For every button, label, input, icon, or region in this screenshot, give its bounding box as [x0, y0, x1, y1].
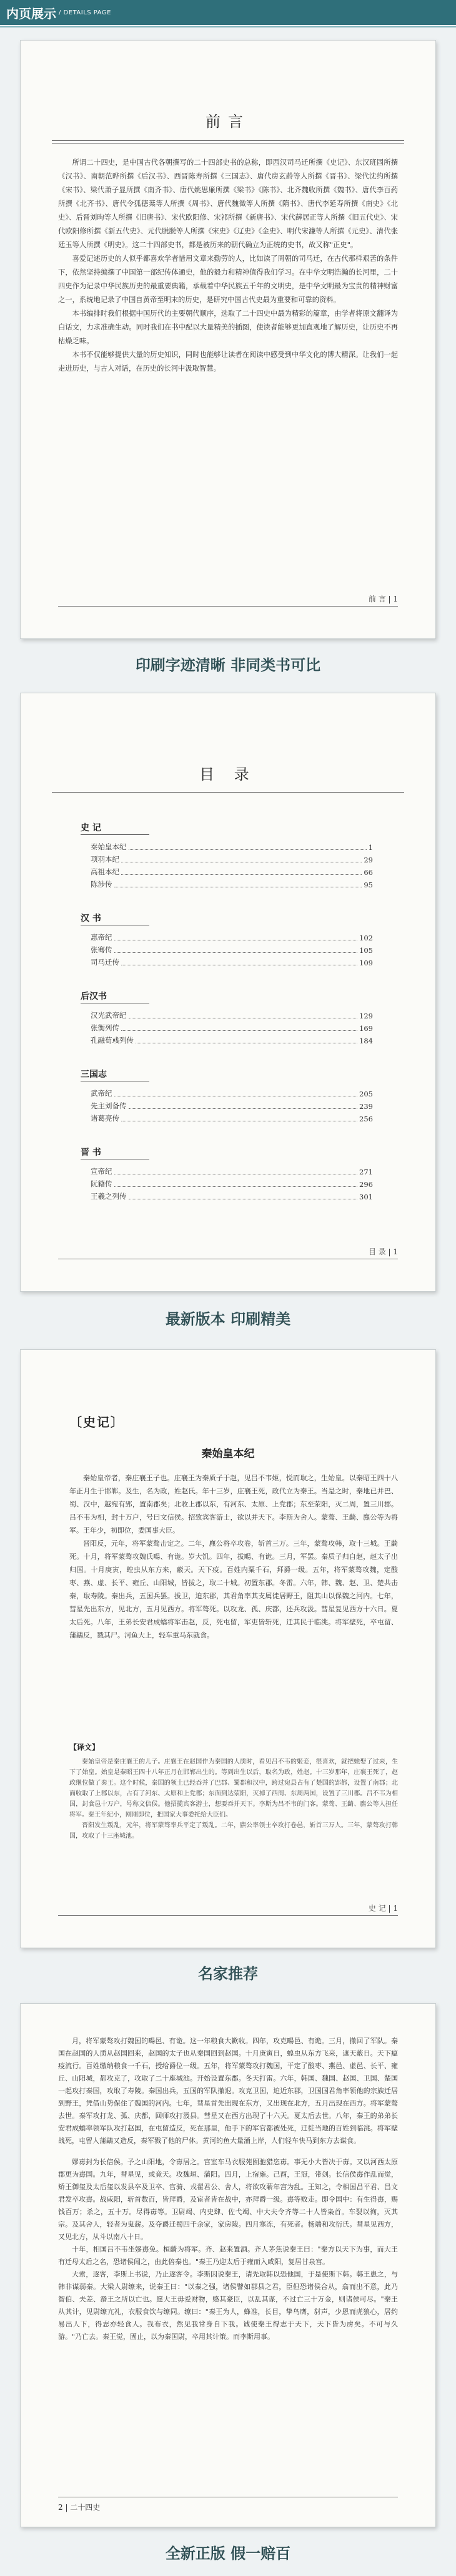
toc-entry-page: 239	[359, 1102, 373, 1111]
toc-section-title: 后汉书	[81, 992, 107, 1002]
toc-section-title: 汉 书	[81, 914, 101, 924]
banner-subtitle: / DETAILS PAGE	[59, 9, 111, 16]
translation-body	[69, 1757, 398, 1842]
chapter-paragraph: 晋阳反，元年，将军蒙骜击定之。二年，麃公将卒攻卷，斩首三万。三年，蒙骜攻韩，取十三城。王齮死。十月，将军蒙骜攻魏氏畼、有诡。岁大饥。四年，拔畼、有诡。三月，军罢。秦质子归自赵，赵太子出归国。十月庚寅，蝗虫从东方来，蔽天。天下疫。百姓内粟千石，拜爵一级。五年，将军蒙骜攻魏，定酸枣、燕、虚、长平、雍丘、山阳城，皆拔之，取二十城。初置东郡。冬雷。六年，韩、魏、赵、卫、楚共击秦，取寿陵。秦出兵，五国兵罢。拔卫，迫东郡，其君角率其支属徙居野王，阻其山以保魏之河内。七年，彗星先出东方，见北方，五月见西方。将军骜死。以攻龙、孤、庆都，还兵攻汲。彗星复见西方十六日。夏太后死。八年，王弟长安君成蟜将军击赵，反，死屯留，军吏皆斩死，迁其民于临洮。将军壁死，卒屯留、蒲鶮反，戮其尸。河鱼大上，轻车重马东就食。	[69, 1539, 398, 1639]
toc-entry-name: 高祖本纪	[91, 867, 119, 876]
toc-footer: 目 录 | 1	[368, 1247, 398, 1256]
toc-entry-page: 29	[364, 856, 373, 864]
toc-entry[interactable]	[91, 868, 373, 877]
preface-paragraph: 本书编排时我们根据中国历代的主要朝代顺序，选取了二十四史中最为精彩的篇章，由学者将原文翻译为白话文，力求准确生动。同时我们在书中配以大量精美的插图，使读者能够更加直观地了解历史，让历史不再枯燥乏味。	[58, 310, 398, 345]
toc-leader	[114, 1186, 358, 1187]
toc-entry[interactable]	[91, 856, 373, 864]
toc-entry[interactable]	[91, 1037, 373, 1045]
toc-entry[interactable]	[91, 1102, 373, 1111]
toc-entry[interactable]	[91, 946, 373, 955]
toc-entry-page: 66	[364, 868, 373, 877]
caption-recommended: 名家推荐	[198, 1965, 258, 1983]
toc-entry-name: 宣帝纪	[91, 1167, 112, 1176]
chapter-page	[20, 1349, 436, 1948]
toc-leader	[129, 849, 367, 850]
caption-genuine: 全新正版 假一赔百	[165, 2545, 291, 2562]
top-banner	[0, 0, 456, 25]
content-paragraph: 大索，逐客，李斯上书说，乃止逐客令。李斯因说秦王，请先取韩以恐他国，于是使斯下韩。韩王患之，与韩非谋弱秦。大梁人尉缭来，说秦王曰："以秦之强，诸侯譬如郡县之君，臣但恐诸侯合从，翕而出不意，此乃智伯、夫差、湣王之所以亡也。愿大王毋爱财物，赂其豪臣，以乱其谋，不过亡三十万金，则诸侯可尽。"秦王从其计，见尉缭亢礼，衣服食饮与缭同。缭曰："秦王为人，蜂准，长目，挚鸟膺，豺声，少恩而虎狼心，居约易出人下，得志亦轻食人。我布衣，然见我常身自下我。诚使秦王得志于天下，天下皆为虏矣。不可与久游。"乃亡去。秦王觉，固止，以为秦国尉，卒用其计策。而李斯用事。	[58, 2270, 398, 2341]
toc-entry-name: 武帝纪	[91, 1089, 112, 1098]
chapter-footer: 史 记 | 1	[368, 1904, 398, 1913]
toc-entry[interactable]	[91, 1168, 373, 1176]
toc-entry-page: 105	[359, 946, 373, 955]
toc-entry-page: 1	[368, 843, 373, 852]
preface-paragraph: 喜爱记述历史的人似乎都喜欢学者惜用文章来勤劳的人，比如读了周朝的司马迁，在古代那样艰苦的条件下，依然坚持编撰了中国第一部纪传体通史，他的毅力和精神值得我们学习。在中华文明浩瀚的长河里，二十四史作为记录中华民族历史的最重要典籍，承载着中华民族五千年的文明史，是中华文明最为宝贵的精神财富之一，系统地记录了中国自黄帝至明末的历史，是研究中国古代史最为重要和可靠的资料。	[58, 255, 398, 304]
toc-entry[interactable]	[91, 1090, 373, 1098]
toc-leader	[121, 874, 362, 875]
toc-leader	[129, 1108, 358, 1109]
translation-paragraph: 晋阳发生叛乱，元年，将军蒙骜率兵平定了叛乱。二年，麃公率领士卒攻打卷邑，斩首三万人。三年，蒙骜攻打韩国，攻取了十三座城池。	[69, 1822, 398, 1840]
translation-tag: 【译文】	[69, 1743, 100, 1752]
preface-title: 前言	[206, 113, 250, 130]
toc-entry-page: 95	[364, 881, 373, 889]
preface-page	[20, 40, 436, 639]
preface-paragraph: 本书不仅能够提供大量的历史知识，同时也能够让读者在阅读中感受到中华文化的博大精深。让我们一起走进历史，与古人对话，在历史的长河中汲取智慧。	[58, 351, 398, 373]
toc-entry-page: 256	[359, 1115, 373, 1123]
chapter-source-tag: 〔史记〕	[69, 1415, 124, 1430]
toc-entry-name: 司马迁传	[91, 958, 119, 967]
preface-title-rule	[52, 140, 404, 141]
toc-entry-page: 205	[359, 1090, 373, 1098]
toc-entry-name: 阮籍传	[91, 1179, 112, 1188]
preface-paragraph: 所谓二十四史，是中国古代各朝撰写的二十四部史书的总称，即西汉司马迁所撰《史记》、东汉班固所撰《汉书》、南朝范晔所撰《后汉书》、西晋陈寿所撰《三国志》、唐代房玄龄等人所撰《晋书》、梁代沈约所撰《宋书》、梁代萧子显所撰《南齐书》、唐代姚思廉所撰《梁书》《陈书》、北齐魏收所撰《魏书》、唐代李百药所撰《北齐书》、唐代令狐德棻等人所撰《周书》、唐代魏徵等人所撰《隋书》、唐代李延寿所撰《南史》《北史》、后晋刘昫等人所撰《旧唐书》、宋代欧阳修、宋祁所撰《新唐书》、宋代薛居正等人所撰《旧五代史》、宋代欧阳修所撰《新五代史》、元代脱脱等人所撰《宋史》《辽史》《金史》、明代宋濂等人所撰《元史》、清代张廷玉等人所撰《明史》。这二十四部史书，都是被历来的朝代确立为正统的史书，故又称"正史"。	[58, 159, 398, 249]
toc-entry-name: 张骞传	[91, 945, 112, 954]
toc-entry[interactable]	[91, 1012, 373, 1020]
toc-entry-name: 陈涉传	[91, 880, 112, 889]
toc-entry-name: 孔融荀彧列传	[91, 1036, 134, 1045]
toc-section-title: 史 记	[81, 823, 101, 833]
toc-section-title: 三国志	[81, 1070, 107, 1080]
content-page	[20, 2003, 436, 2527]
toc-entry[interactable]	[91, 959, 373, 967]
toc-entry-name: 诸葛亮传	[91, 1114, 119, 1123]
chapter-footer-rule	[58, 1915, 398, 1916]
toc-leader	[114, 952, 358, 953]
chapter-paragraph: 秦始皇帝者，秦庄襄王子也。庄襄王为秦质子于赵，见吕不韦姬，悦而取之，生始皇。以秦昭王四十八年正月生于邯郸。及生，名为政，姓赵氏。年十三岁，庄襄王死，政代立为秦王。当是之时，秦地已并巴、蜀、汉中，越宛有郢，置南郡矣；北收上郡以东，有河东、太原、上党郡；东至荥阳，灭二周，置三川郡。吕不韦为相，封十万户，号曰文信侯。招致宾客游士，欲以并天下。李斯为舍人。蒙骜、王齮、麃公等为将军。王年少，初即位，委国事大臣。	[69, 1474, 398, 1534]
toc-entry[interactable]	[91, 1024, 373, 1033]
content-body	[58, 2035, 398, 2343]
toc-entry-page: 296	[359, 1180, 373, 1189]
toc-entry-name: 项羽本纪	[91, 855, 119, 864]
toc-entry-page: 301	[359, 1193, 373, 1201]
toc-section-title: 晋 书	[81, 1148, 101, 1158]
toc-title: 目 录	[199, 766, 257, 783]
toc-entry[interactable]	[91, 1115, 373, 1123]
translation-paragraph: 秦始皇帝是秦庄襄王的儿子。庄襄王在赵国作为秦国的人质时，看见吕不韦的姬妾，很喜欢，就把她娶了过来，生下了始皇。始皇是秦昭王四十八年正月在邯郸出生的。等到出生以后，取名为政，姓赵。十三岁那年，庄襄王死了，赵政继位做了秦王。这个时候，秦国的领土已经吞并了巴郡、蜀郡和汉中，跨过宛县占有了楚国的郢都，设置了南郡；北面收取了上郡以东，占有了河东、太原和上党郡；东面到达荥阳，灭掉了西周、东周两国，设置了三川郡。吕不韦为相国，封食邑十万户，号称文信侯。他招揽宾客游士，想要吞并天下。李斯为吕不韦的门客。蒙骜、王齮、麃公等人担任将军。秦王年纪小，刚刚即位，把国家大事委托给大臣们。	[69, 1759, 398, 1818]
content-paragraph: 嫪毐封为长信侯。予之山阳地，令毐居之。宫室车马衣服苑囿驰猎恣毐。事无小大皆决于毐。又以河西太原郡更为毐国。九年，彗星见，或竟天。攻魏垣、蒲阳。四月，上宿雍。己酉，王冠，带剑。长信侯毐作乱而觉，矫王御玺及太后玺以发县卒及卫卒、官骑、戎翟君公、舍人，将欲攻蕲年宫为乱。王知之，令相国昌平君、昌文君发卒攻毐。战咸阳，斩首数百，皆拜爵，及宦者皆在战中，亦拜爵一级。毐等败走。即令国中：有生得毐，赐钱百万；杀之，五十万。尽得毐等。卫尉竭、内史肆、佐弋竭、中大夫令齐等二十人皆枭首。车裂以徇，灭其宗。及其舍人，轻者为鬼薪。及夺爵迁蜀四千余家，家房陵。四月寒冻，有死者。杨端和攻衍氏。彗星见西方，又见北方，从斗以南八十日。	[58, 2158, 398, 2241]
toc-entry-name: 惠帝纪	[91, 933, 112, 942]
toc-entry[interactable]	[91, 1193, 373, 1201]
toc-entry[interactable]	[91, 881, 373, 889]
preface-body	[58, 156, 398, 376]
content-footer: 2 | 二十四史	[58, 2503, 101, 2512]
caption-latest-edition: 最新版本 印刷精美	[165, 1310, 291, 1328]
toc-entry-name: 汉光武帝纪	[91, 1011, 127, 1020]
toc-page	[20, 693, 436, 1292]
toc-section-rule	[81, 834, 149, 835]
toc-entry[interactable]	[91, 934, 373, 942]
toc-entry-page: 109	[359, 959, 373, 967]
toc-title-rule	[52, 792, 404, 793]
toc-entry[interactable]	[91, 1180, 373, 1189]
toc-entry-page: 169	[359, 1024, 373, 1033]
content-paragraph: 十年，相国吕不韦坐嫪毐免。桓齮为将军。齐、赵来置酒。齐人茅焦说秦王曰："秦方以天下为事，而大王有迁母太后之名，恐诸侯闻之，由此倍秦也。"秦王乃迎太后于雍而入咸阳，复居甘泉宫。	[58, 2245, 398, 2266]
toc-leader	[121, 1030, 357, 1031]
toc-entry-name: 王羲之列传	[91, 1192, 127, 1201]
chapter-title: 秦始皇本纪	[201, 1448, 255, 1460]
preface-title-rule-thin	[52, 143, 404, 144]
toc-entry[interactable]	[91, 843, 373, 852]
toc-entry-page: 102	[359, 934, 373, 942]
toc-entry-page: 129	[359, 1012, 373, 1020]
toc-entry-name: 秦始皇本纪	[91, 842, 127, 851]
toc-entry-page: 271	[359, 1168, 373, 1176]
chapter-body	[69, 1471, 398, 1642]
content-paragraph: 月，将军蒙骜攻打魏国的畼邑、有诡。这一年粮食大歉收。四年，攻克畼邑、有诡。三月，撤回了军队。秦国在赵国的人质从赵国回来，赵国的太子也从秦国回到赵国。十月庚寅日，蝗虫从东方飞来，遮天蔽日。天下瘟疫流行。百姓缴纳粮食一千石，授给爵位一级。五年，将军蒙骜攻打魏国，平定了酸枣、燕邑、虚邑、长平、雍丘、山阳城，都攻克了，攻取了二十座城池。开始设置东郡。冬天打雷。六年，韩国、魏国、赵国、卫国、楚国一起攻打秦国，攻取了寿陵。秦国出兵，五国的军队撤退。攻克卫国，迫近东郡，卫国国君角率领他的宗族迁居到野王，凭借山势保住了魏国的河内。七年，彗星首先出现在东方，又出现在北方，五月出现在西方。将军蒙骜去世。秦军攻打龙、孤、庆都，回师攻打汲县。彗星又在西方出现了十六天。夏太后去世。八年，秦王的弟弟长安君成蟜率领军队攻打赵国，在屯留造反，死在那里，他手下的军官都被处死，迁徙当地的百姓到临洮。将军壁战死，屯留人蒲鶮又造反，秦军戮了他的尸体。黄河的鱼大量涌上岸，人们轻车快马到东方去谋食。	[58, 2037, 398, 2145]
preface-footer: 前 言 | 1	[368, 595, 398, 603]
preface-footer-rule	[58, 606, 398, 607]
toc-entry-name: 张衡列传	[91, 1023, 119, 1032]
caption-print-quality: 印刷字迹清晰 非同类书可比	[135, 656, 321, 674]
toc-entry-page: 184	[359, 1037, 373, 1045]
banner-title: 内页展示	[6, 6, 56, 21]
toc-entry-name: 先主刘备传	[91, 1101, 127, 1110]
